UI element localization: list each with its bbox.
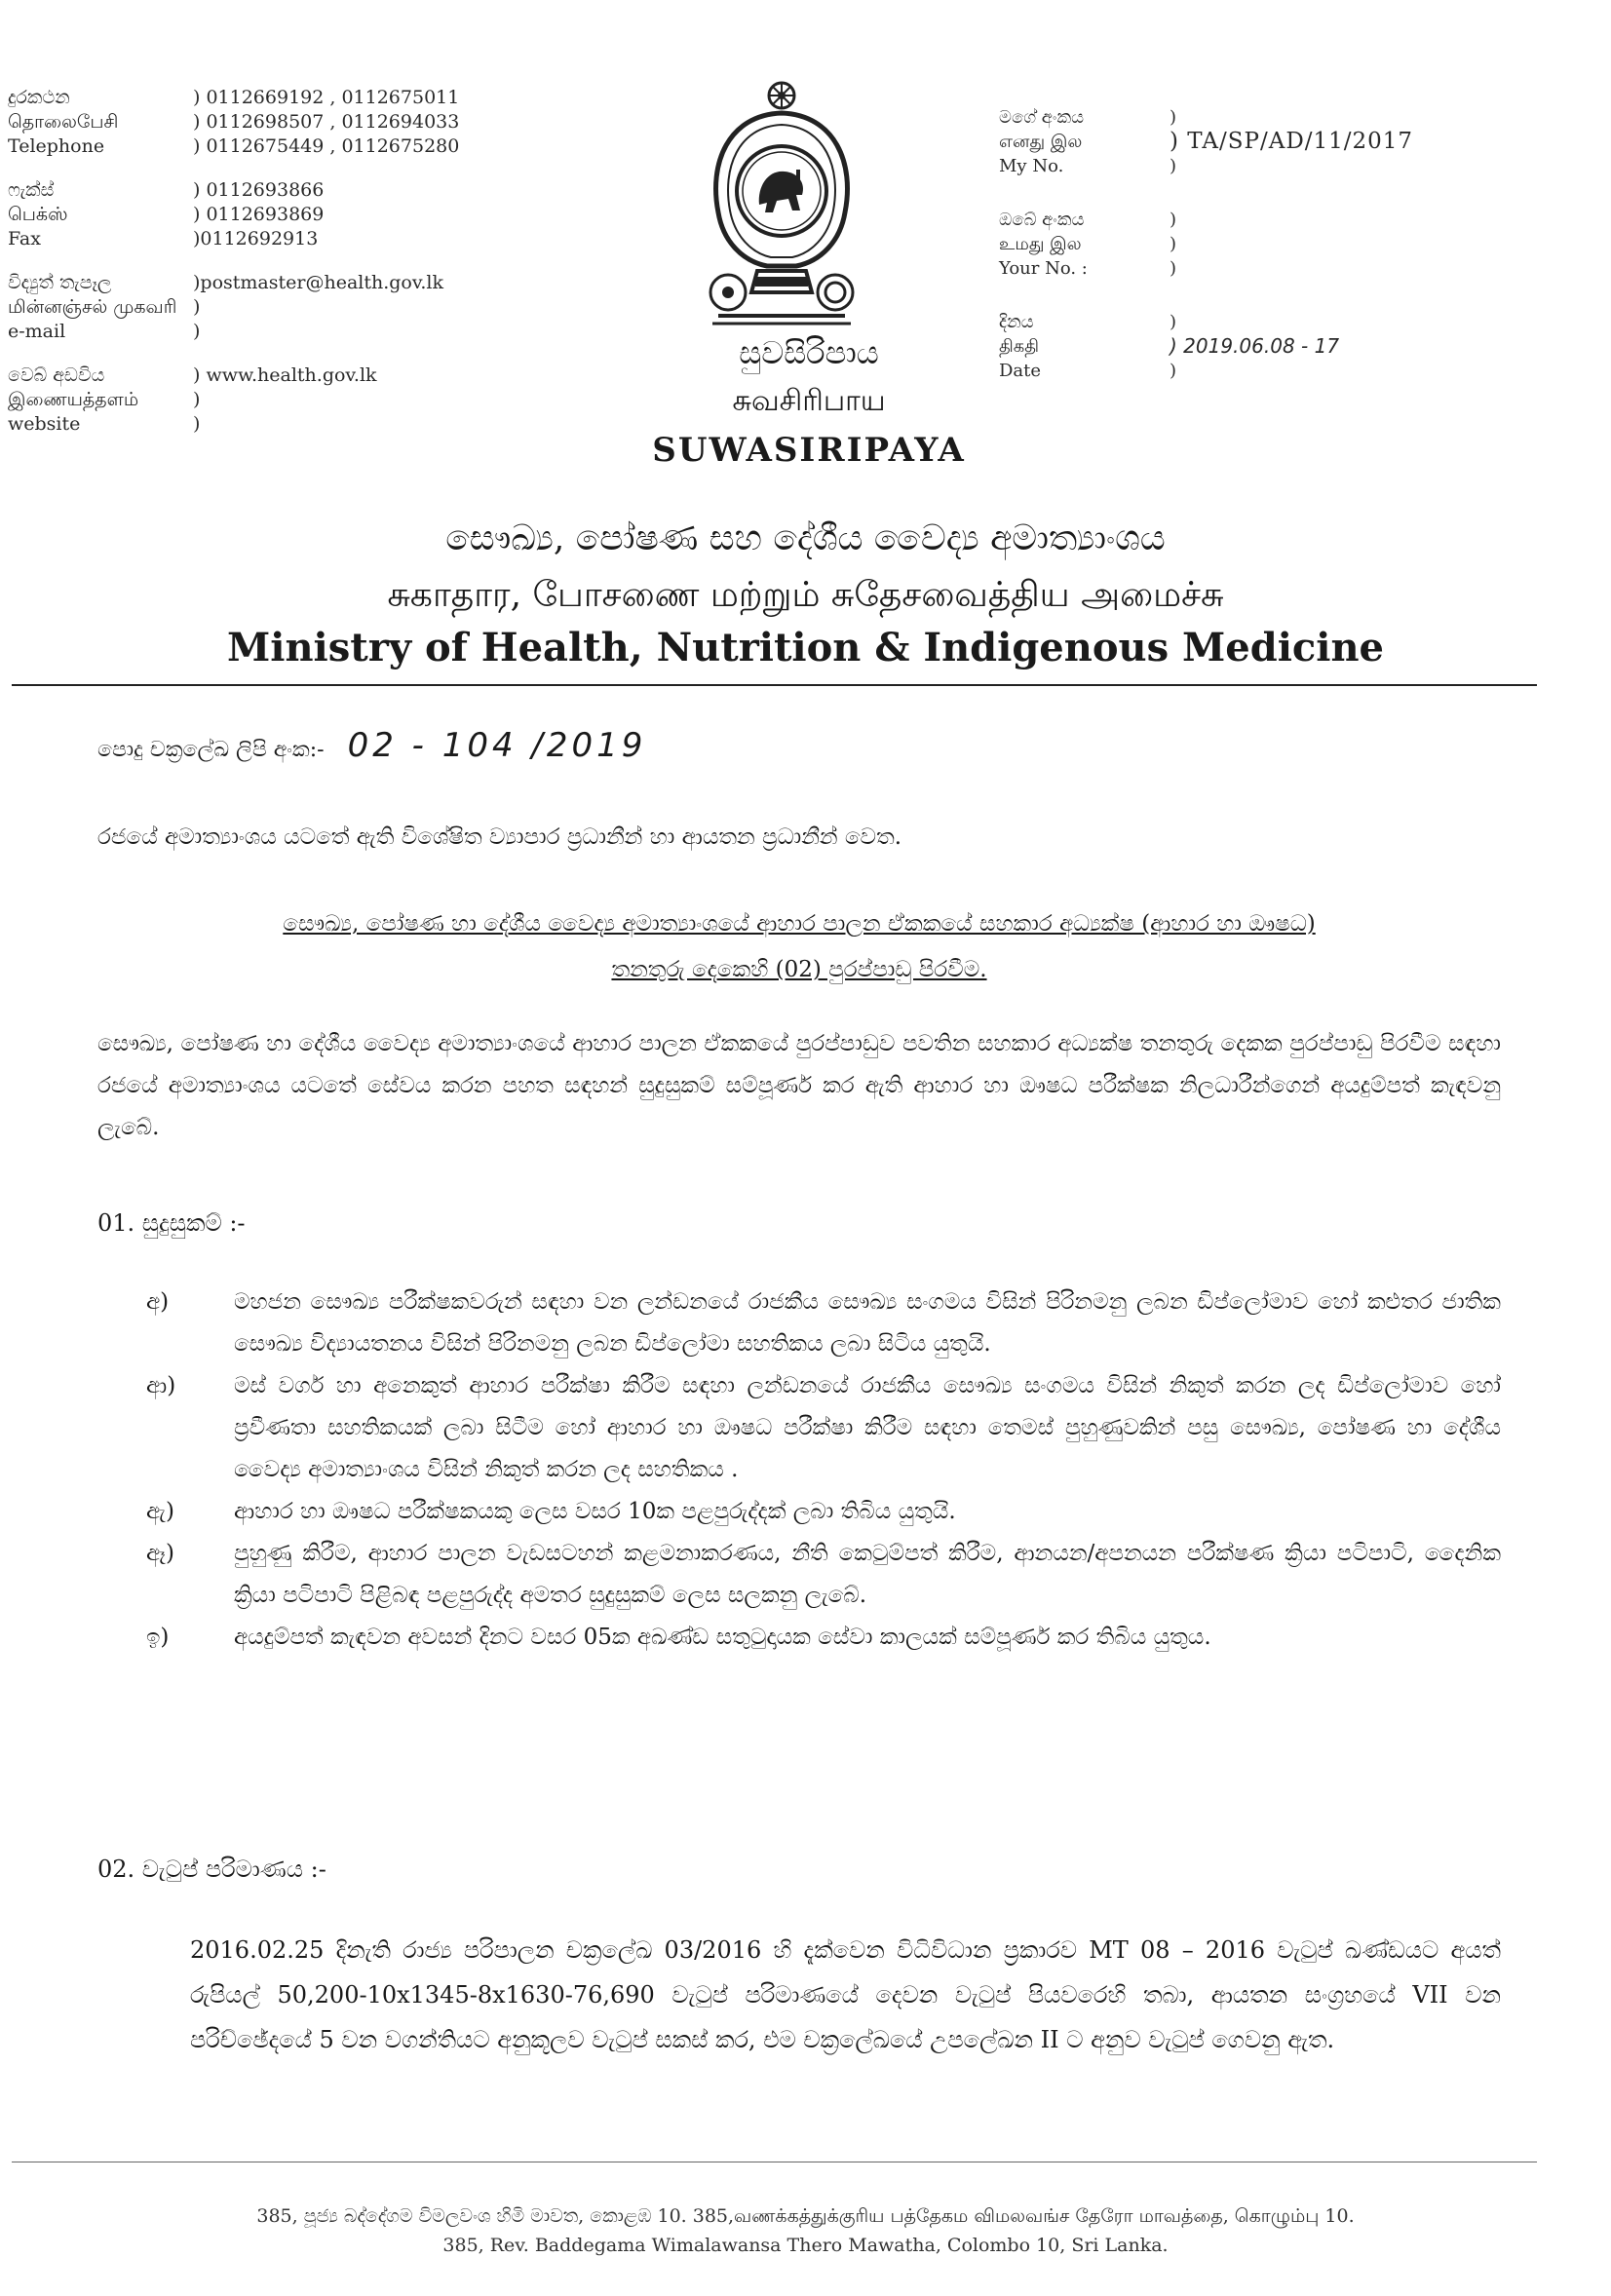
ministry-name-sinhala: සෞඛ්‍ය, පෝෂණ සහ දේශීය වෛද්‍ය අමාත්‍යාංශය: [445, 518, 1166, 558]
list-marker: ඈ): [146, 1541, 174, 1566]
list-item: [97, 1617, 1501, 1659]
my-no-value: ) TA/SP/AD/11/2017: [1170, 129, 1414, 154]
email-value: )postmaster@health.gov.lk: [193, 272, 443, 293]
reference-block: [999, 105, 1545, 412]
telephone-group: [8, 86, 466, 159]
your-no-value: ): [1170, 210, 1177, 230]
ministry-name-english: Ministry of Health, Nutrition & Indigenous Medicine: [227, 625, 1384, 670]
fax-value: ) 0112693869: [193, 204, 325, 225]
your-no-label-si: ඔබේ අංකය: [999, 210, 1085, 230]
telephone-label-si: දුරකථන: [8, 87, 70, 108]
email-group: [8, 271, 466, 344]
your-no-label-en: Your No. :: [999, 258, 1088, 279]
fax-label-en: Fax: [8, 228, 41, 249]
website-label-en: website: [8, 413, 81, 435]
qualifications-list: [97, 1282, 1501, 1659]
date-group: [999, 310, 1545, 383]
fax-value: )0112692913: [193, 228, 319, 249]
website-value: ): [193, 389, 201, 410]
date-value: ): [1170, 361, 1177, 381]
website-label-si: වෙබ් අඩවිය: [8, 364, 105, 386]
list-text: අයදුම්පත් කැඳවන අවසන් දිනට වසර 05ක අඛණ්ඩ සතුටුදායක සේවා කාලයක් සම්පූර්ණ කර තිබිය යුතුය.: [234, 1625, 1211, 1650]
website-group: [8, 364, 466, 437]
fax-label-si: ෆැක්ස්: [8, 179, 55, 201]
list-item: [97, 1365, 1501, 1491]
email-label-ta: மின்னஞ்சல் முகவரி: [8, 296, 177, 318]
list-text: මස් වර්ග හා අනෙකුත් ආහාර පරීක්ෂා කිරීම සඳහා ලන්ඩනයේ රාජකීය සෞඛ්‍ය සංගමය විසින් නිකුත් කරන ලද ඩිප්ලෝමාව හෝ ප්‍රවීණතා සහතිකයක් ලබා සිටීම හෝ ආහාර හා ඖෂධ පරීක්ෂා කිරීම සඳහා තෙමස් පුහුණුවකින් පසු සෞඛ්‍ය, පෝෂණ හා දේශීය වෛද්‍ය අමාත්‍යාංශය විසින් නිකුත් කරන ලද සහතිකය .: [234, 1373, 1501, 1482]
email-label-en: e-mail: [8, 321, 66, 342]
salary-paragraph: 2016.02.25 දිනැති රාජ්‍ය පරිපාලන චක්‍රලේඛ 03/2016 හි දැක්වෙන විධිවිධාන ප්‍රකාරව MT 08 – 2016 වැටුප් ඛණ්ඩයට අයත් රුපියල් 50,200-10x1345-8x1630-76,690 වැටුප් පරිමාණයේ දෙවන වැටුප් පියවරෙහි තබා, ආයතන සංග්‍රහයේ VII වන පරිච්ඡේදයේ 5 වන වගන්තියට අනුකූලව වැටුප් සකස් කර, එම චක්‍රලේඛයේ උපලේඛන II ට අනුව වැටුප් ගෙවනු ඇත.: [190, 1936, 1501, 2053]
my-no-label-ta: எனது இல: [999, 132, 1083, 152]
fax-group: [8, 178, 466, 251]
circular-number-line: [97, 726, 646, 770]
name-english: SUWASIRIPAYA: [652, 431, 966, 470]
addressee: රජයේ අමාත්‍යාංශය යටතේ ඇති විශේෂිත ව්‍යාපාර ප්‍රධානීන් හා ආයතන ප්‍රධානීන් වෙත.: [97, 824, 902, 850]
circular-number: 02 - 104 /2019: [347, 726, 647, 765]
name-sinhala: සුවසිරිපාය: [739, 334, 879, 371]
list-marker: ඇ): [146, 1499, 174, 1524]
date-label-si: දිනය: [999, 312, 1034, 332]
my-no-label-si: මගේ අංකය: [999, 107, 1085, 128]
my-no-value: ): [1170, 107, 1177, 128]
email-label-si: විද්‍යුත් තැපෑල: [8, 272, 112, 293]
telephone-value: ) 0112675449 , 0112675280: [193, 135, 460, 157]
your-no-value: ): [1170, 258, 1177, 279]
header-divider: [12, 684, 1537, 686]
section-2-title: 02. වැටුප් පරිමාණය :-: [97, 1856, 326, 1883]
intro-paragraph: සෞඛ්‍ය, පෝෂණ හා දේශීය වෛද්‍ය අමාත්‍යාංශයේ ආහාර පාලන ඒකකයේ පුරප්පාඩුව පවතින සහකාර අධ්‍යක්ෂ තනතුරු දෙකක පුරප්පාඩු පිරවීම සඳහා රජයේ අමාත්‍යාංශය යටතේ සේවය කරන පහත සඳහන් සුදුසුකම් සම්පූර්ණ කර ඇති ආහාර හා ඖෂධ පරීක්ෂක නිලධාරීන්ගෙන් අයදුම්පත් කැඳවනු ලැබේ.: [97, 1031, 1501, 1140]
fax-label-ta: பெக்ஸ்: [8, 204, 68, 225]
telephone-value: ) 0112698507 , 0112694033: [193, 111, 460, 133]
your-no-label-ta: உமது இல: [999, 234, 1082, 254]
list-marker: ඉ): [146, 1625, 170, 1650]
footer-address-en: 385, Rev. Baddegama Wimalawansa Thero Mawatha, Colombo 10, Sri Lanka.: [442, 2235, 1169, 2256]
telephone-label-ta: தொலைபேசி: [8, 111, 119, 133]
your-number-group: [999, 208, 1545, 281]
list-marker: අ): [146, 1289, 170, 1315]
date-value: ) 2019.06.08 - 17: [1170, 334, 1340, 358]
date-label-en: Date: [999, 361, 1042, 381]
website-value: ) www.health.gov.lk: [193, 364, 377, 386]
fax-value: ) 0112693866: [193, 179, 325, 201]
your-no-value: ): [1170, 234, 1177, 254]
list-item: [97, 1533, 1501, 1617]
name-tamil: சுவசிரிபாய: [732, 384, 886, 418]
telephone-label-en: Telephone: [8, 135, 105, 157]
email-value: ): [193, 296, 201, 318]
list-marker: ආ): [146, 1373, 176, 1398]
footer-address-si-ta: 385, පූජ්‍ය බද්දේගම විමලවංශ හිමි මාවත, කොළඹ 10. 385,வணக்கத்துக்குரிய பத்தேகம விமலவங்ச தேரோ மாவத்தை, கொழும்பு 10.: [256, 2205, 1355, 2227]
list-text: ආහාර හා ඖෂධ පරීක්ෂකයකු ලෙස වසර 10ක පළපුරුද්දක් ලබා තිබිය යුතුයි.: [234, 1499, 956, 1524]
my-no-label-en: My No.: [999, 156, 1064, 176]
subject-line-2: තනතුරු දෙකෙහි (02) පුරප්පාඩු පිරවීම.: [611, 957, 987, 982]
contact-block: [8, 86, 466, 456]
subject-line-1: සෞඛ්‍ය, පෝෂණ හා දේශීය වෛද්‍ය අමාත්‍යාංශයේ ආහාර පාලන ඒකකයේ සහකාර අධ්‍යක්ෂ (ආහාර හා ඖෂධ): [283, 911, 1316, 937]
my-number-group: [999, 105, 1545, 178]
email-value: ): [193, 321, 201, 342]
list-item: [97, 1491, 1501, 1533]
website-label-ta: இணையத்தளம்: [8, 389, 139, 410]
list-text: මහජන සෞඛ්‍ය පරීක්ෂකවරුන් සඳහා වන ලන්ඩනයේ රාජකීය සෞඛ්‍ය සංගමය විසින් පිරිනමනු ලබන ඩිප්ලෝමාව හෝ කළුතර ජාතික සෞඛ්‍ය විද්‍යායතනය විසින් පිරිනමනු ලබන ඩිප්ලෝමා සහතිකය ලබා සිටිය යුතුයි.: [234, 1289, 1501, 1357]
date-value: ): [1170, 312, 1177, 332]
telephone-value: ) 0112669192 , 0112675011: [193, 87, 460, 108]
list-text: පුහුණු කිරීම, ආහාර පාලන වැඩසටහන් කළමනාකරණය, නීති කෙටුම්පත් කිරීම, ආනයන/අපනයන පරීක්ෂණ ක්‍රියා පටිපාටි, දෛනික ක්‍රියා පටිපාටි පිළිබඳ පළපුරුද්ද අමතර සුදුසුකම් ලෙස සලකනු ලැබේ.: [234, 1541, 1501, 1608]
section-1-title: 01. සුදුසුකම් :-: [97, 1209, 246, 1237]
date-label-ta: திகதி: [999, 336, 1040, 357]
circular-label: පොදු චක්‍රලේඛ ලිපි අංක:-: [97, 738, 325, 762]
list-item: [97, 1282, 1501, 1365]
my-no-value: ): [1170, 156, 1177, 176]
ministry-name-tamil: சுகாதார, போசணை மற்றும் சுதேசவைத்திய அமைச்சு: [387, 575, 1224, 615]
national-emblem-icon: [699, 76, 864, 331]
website-value: ): [193, 413, 201, 435]
subject: [97, 901, 1501, 993]
